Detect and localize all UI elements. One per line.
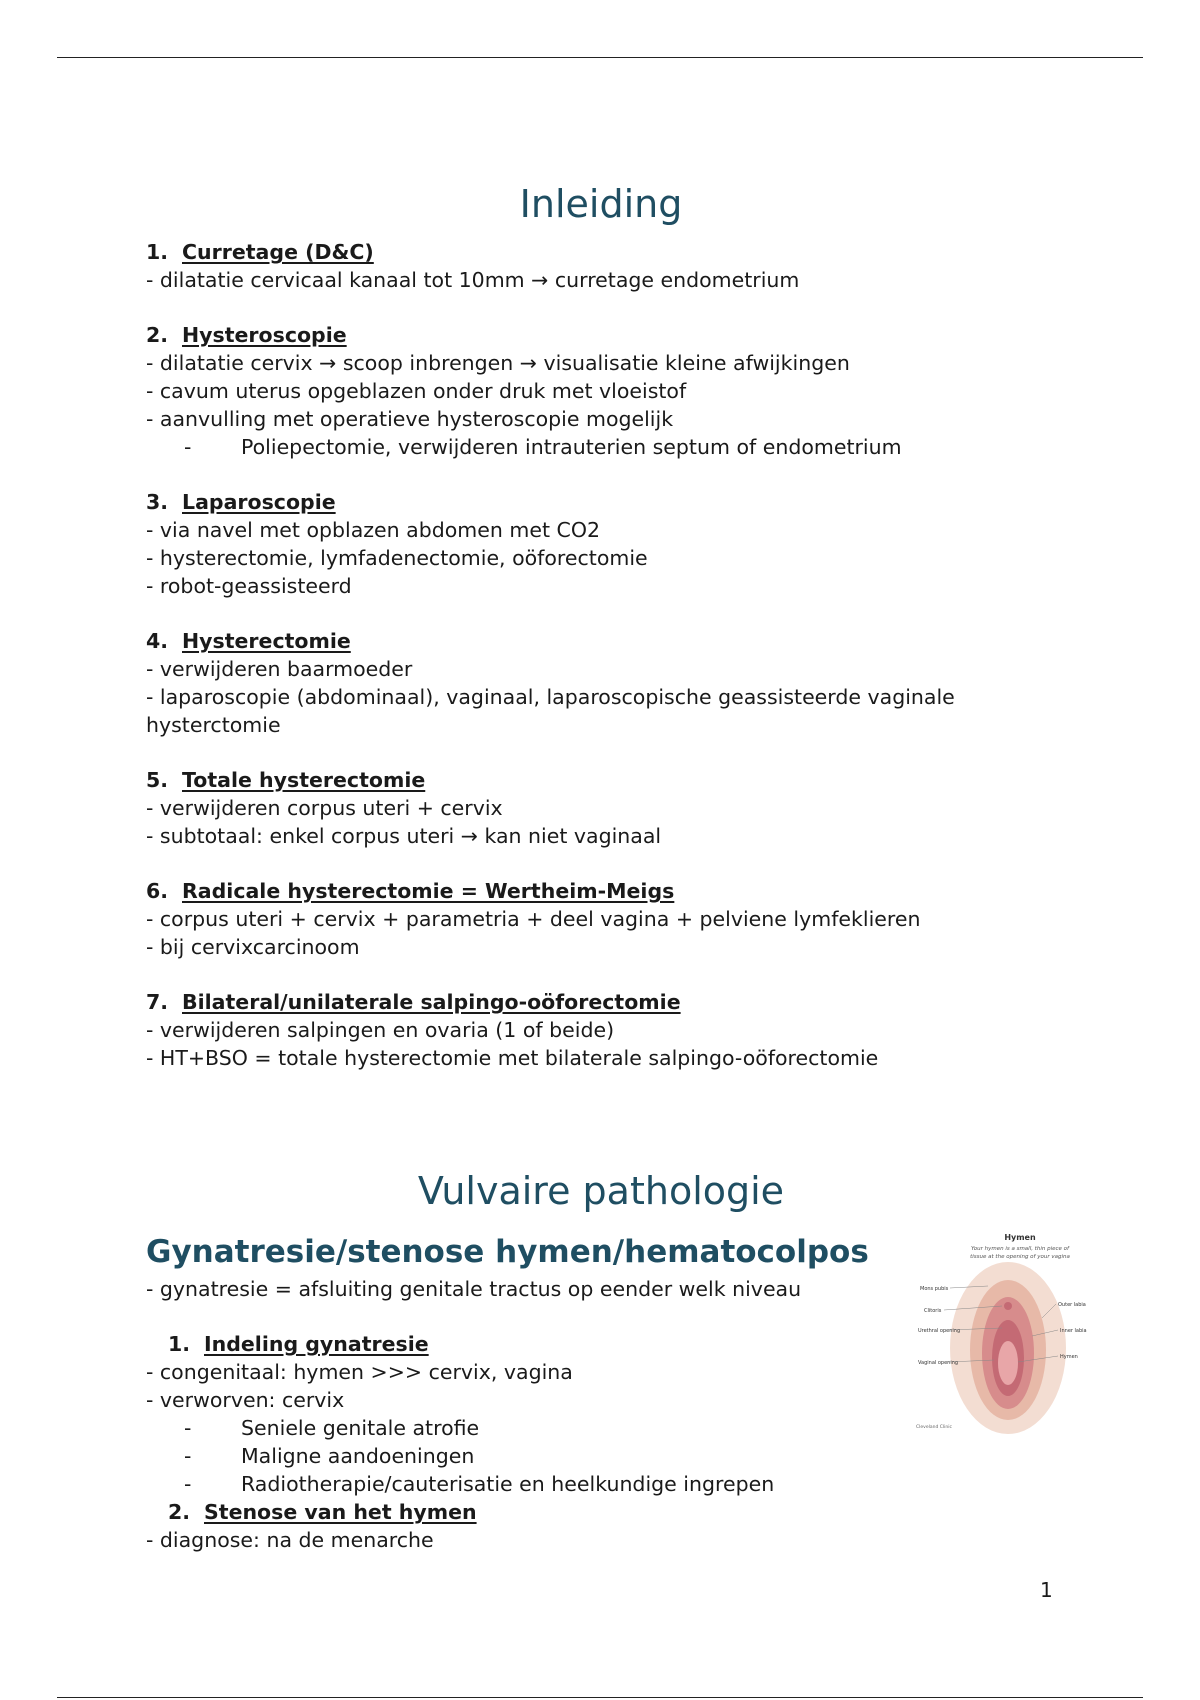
subheading-gynatresie: Gynatresie/stenose hymen/hematocolpos — [146, 1234, 869, 1270]
body-line: - gynatresie = afsluiting genitale tractus op eender welk niveau — [146, 1277, 802, 1301]
label-urethral-opening: Urethral opening — [918, 1328, 961, 1334]
hymen-shape — [998, 1341, 1018, 1385]
label-mons-pubis: Mons pubis — [920, 1286, 949, 1292]
section-title: 1. Curretage (D&C) — [146, 240, 374, 264]
figure-caption-1: Your hymen is a small, thin piece of — [970, 1246, 1070, 1252]
dash-bullet: - — [184, 1416, 192, 1440]
figure-title: Hymen — [1004, 1233, 1036, 1242]
body-line: - verwijderen corpus uteri + cervix — [146, 796, 503, 820]
sub-bullet: - Poliepectomie, verwijderen intrauterien septum of endometrium — [184, 435, 902, 459]
section-title: 7. Bilateral/unilaterale salpingo-oöforectomie — [146, 990, 681, 1014]
body-line: - corpus uteri + cervix + parametria + deel vagina + pelviene lymfeklieren — [146, 907, 921, 931]
body-line: - verwijderen salpingen en ovaria (1 of beide) — [146, 1018, 615, 1042]
body-line: hysterctomie — [146, 713, 281, 737]
label-clitoris: Clitoris — [924, 1308, 942, 1314]
body-line: - dilatatie cervix → scoop inbrengen → visualisatie kleine afwijkingen — [146, 351, 850, 375]
body-line: - verwijderen baarmoeder — [146, 657, 413, 681]
body-line: - cavum uterus opgeblazen onder druk met vloeistof — [146, 379, 687, 403]
dash-bullet: - — [184, 1444, 192, 1468]
footer-rule — [57, 1697, 1143, 1698]
body-line: - dilatatie cervicaal kanaal tot 10mm → curretage endometrium — [146, 268, 800, 292]
dash-bullet: - — [184, 1472, 192, 1496]
heading-inleiding: Inleiding — [519, 182, 683, 226]
section-title: 5. Totale hysterectomie — [146, 768, 426, 792]
label-hymen: Hymen — [1060, 1354, 1078, 1360]
body-line: - bij cervixcarcinoom — [146, 935, 360, 959]
body-line: - aanvulling met operatieve hysteroscopie mogelijk — [146, 407, 674, 431]
body-line: - hysterectomie, lymfadenectomie, oöforectomie — [146, 546, 648, 570]
body-line: - diagnose: na de menarche — [146, 1528, 434, 1552]
label-outer-labia: Outer labia — [1058, 1302, 1086, 1308]
page-number: 1 — [1040, 1578, 1053, 1602]
section-title: 4. Hysterectomie — [146, 629, 351, 653]
body-line: - laparoscopie (abdominaal), vaginaal, laparoscopische geassisteerde vaginale — [146, 685, 955, 709]
sub-bullet: - Seniele genitale atrofie — [184, 1416, 480, 1440]
sub-bullet: - Radiotherapie/cauterisatie en heelkundige ingrepen — [184, 1472, 775, 1496]
section-title: 3. Laparoscopie — [146, 490, 336, 514]
body-line: - subtotaal: enkel corpus uteri → kan niet vaginaal — [146, 824, 662, 848]
clitoris-shape — [1004, 1302, 1012, 1310]
figure-credit: Cleveland Clinic — [916, 1425, 952, 1430]
body-line: - via navel met opblazen abdomen met CO2 — [146, 518, 601, 542]
hymen-anatomy-figure — [908, 1228, 1118, 1450]
section-title: 2. Hysteroscopie — [146, 323, 347, 347]
body-line: - robot-geassisteerd — [146, 574, 352, 598]
heading-vulvaire-pathologie: Vulvaire pathologie — [417, 1169, 785, 1213]
body-line: - congenitaal: hymen >>> cervix, vagina — [146, 1360, 573, 1384]
label-inner-labia: Inner labia — [1060, 1328, 1087, 1334]
sub-bullet: - Maligne aandoeningen — [184, 1444, 475, 1468]
header-rule — [57, 57, 1143, 58]
body-line: - verworven: cervix — [146, 1388, 345, 1412]
body-line: - HT+BSO = totale hysterectomie met bilaterale salpingo-oöforectomie — [146, 1046, 879, 1070]
label-vaginal-opening: Vaginal opening — [918, 1360, 959, 1366]
section-title: 2. Stenose van het hymen — [168, 1500, 477, 1524]
figure-caption-2: tissue at the opening of your vagina — [970, 1254, 1070, 1260]
section-title: 6. Radicale hysterectomie = Wertheim-Meigs — [146, 879, 675, 903]
dash-bullet: - — [184, 435, 192, 459]
section-title: 1. Indeling gynatresie — [168, 1332, 429, 1356]
